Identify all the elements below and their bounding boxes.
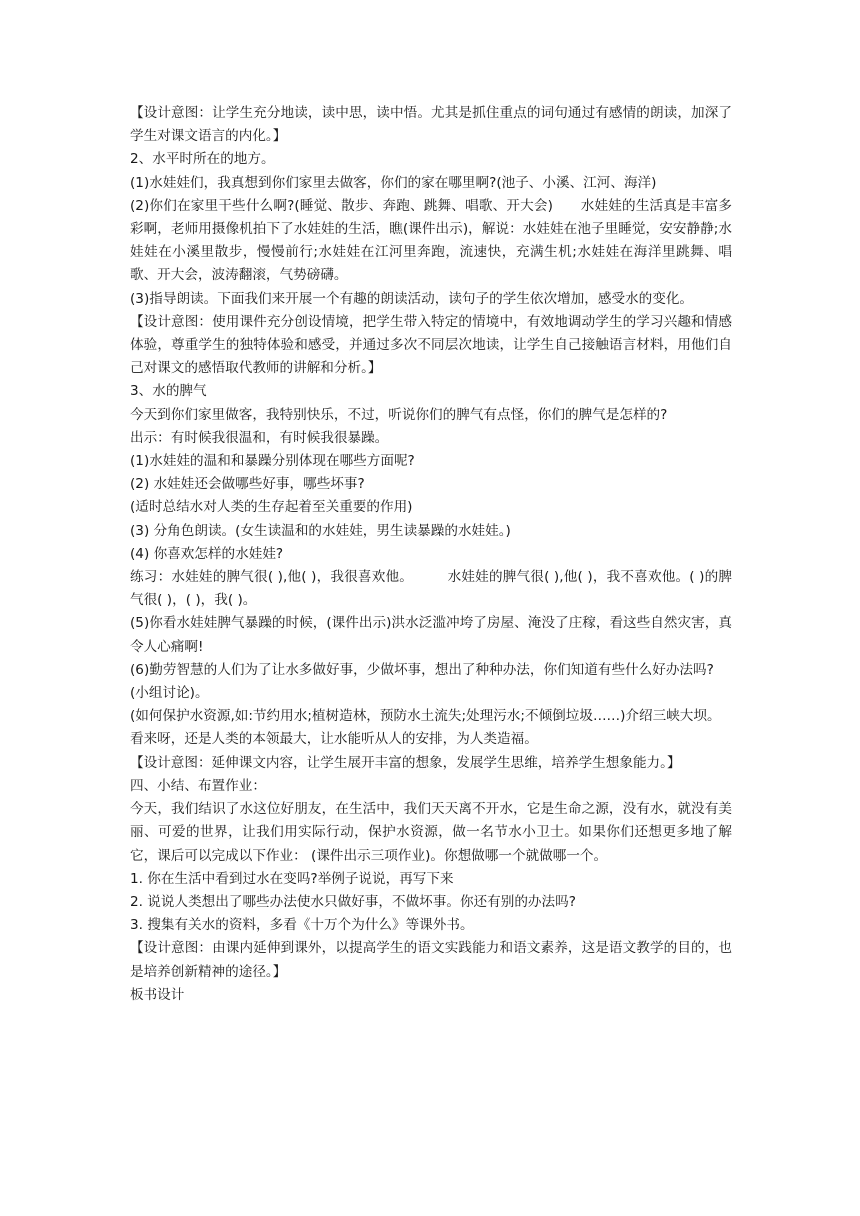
paragraph: (适时总结水对人类的生存起着至关重要的作用)	[130, 499, 413, 516]
design-intent-note: 【设计意图：由课内延伸到课外，以提高学生的语文实践能力和语文素养，这是语文教学的目的，也是培养创新精神的途径。】	[130, 940, 732, 980]
paragraph: (小组讨论)。	[130, 685, 209, 702]
design-intent-note: 【设计意图：延伸课文内容，让学生展开丰富的想象，发展学生思维，培养学生想象能力。】	[130, 754, 681, 771]
paragraph: (1)水娃娃们，我真想到你们家里去做客，你们的家在哪里啊?(池子、小溪、江河、海洋)	[130, 174, 657, 191]
design-intent-note: 【设计意图：使用课件充分创设情境，把学生带入特定的情境中，有效地调动学生的学习兴趣和情感体验，尊重学生的独特体验和感受，并通过多次不同层次地读，让学生自己接触语言材料，用他们自己对课文的感悟取代教师的讲解和分析。】	[130, 313, 732, 377]
paragraph: (2)你们在家里干些什么啊?(睡觉、散步、奔跑、跳舞、唱歌、开大会) 水娃娃的生活真是丰富多彩啊，老师用摄像机拍下了水娃娃的生活，瞧(课件出示)，解说：水娃娃在池子里睡觉，安安静静;水娃娃在小溪里散步，慢慢前行;水娃娃在江河里奔跑，流速快，充满生机;水娃娃在海洋里跳舞、唱歌、开大会，波涛翻滚，气势磅礴。	[130, 197, 732, 284]
paragraph: 今天，我们结识了水这位好朋友，在生活中，我们天天离不开水，它是生命之源，没有水，就没有美丽、可爱的世界，让我们用实际行动，保护水资源，做一名节水小卫士。如果你们还想更多地了解它，课后可以完成以下作业： (课件出示三项作业)。你想做哪一个就做哪一个。	[130, 801, 732, 864]
exercise-paragraph: 练习：水娃娃的脾气很( ),他( )，我很喜欢他。 水娃娃的脾气很( ),他( )，我不喜欢他。( )的脾气很( )，( )，我( )。	[130, 569, 732, 609]
paragraph: 今天到你们家里做客，我特别快乐，不过，听说你们的脾气有点怪，你们的脾气是怎样的?	[130, 406, 668, 423]
section-heading: 板书设计	[130, 986, 185, 1003]
paragraph: (2) 水娃娃还会做哪些好事，哪些坏事?	[130, 476, 365, 493]
homework-item: 2. 说说人类想出了哪些办法使水只做好事，不做坏事。你还有别的办法吗?	[130, 893, 576, 910]
design-intent-note: 【设计意图：让学生充分地读，读中思，读中悟。尤其是抓住重点的词句通过有感情的朗读，加深了学生对课文语言的内化。】	[130, 105, 732, 145]
section-heading: 2、水平时所在的地方。	[130, 151, 275, 168]
section-heading: 四、小结、布置作业：	[130, 777, 266, 794]
paragraph: (1)水娃娃的温和和暴躁分别体现在哪些方面呢?	[130, 453, 415, 470]
paragraph: 看来呀，还是人类的本领最大，让水能听从人的安排，为人类造福。	[130, 731, 538, 748]
paragraph: (4) 你喜欢怎样的水娃娃?	[130, 545, 284, 562]
paragraph: (5)你看水娃娃脾气暴躁的时候，(课件出示)洪水泛滥冲垮了房屋、淹没了庄稼，看这些自然灾害，真令人心痛啊!	[130, 615, 732, 655]
paragraph: (如何保护水资源,如:节约用水;植树造林，预防水土流失;处理污水;不倾倒垃圾……)介绍三峡大坝。	[130, 708, 721, 725]
paragraph: 出示：有时候我很温和，有时候我很暴躁。	[130, 429, 389, 446]
homework-item: 3. 搜集有关水的资料，多看《十万个为什么》等课外书。	[130, 917, 474, 934]
paragraph: (6)勤劳智慧的人们为了让水多做好事，少做坏事，想出了种种办法，你们知道有些什么好办法吗?	[130, 661, 714, 678]
paragraph: (3)指导朗读。下面我们来开展一个有趣的朗读活动，读句子的学生依次增加，感受水的变化。	[130, 290, 694, 307]
document-page	[130, 102, 732, 1007]
homework-item: 1. 你在生活中看到过水在变吗?举例子说说，再写下来	[130, 870, 454, 887]
section-heading: 3、水的脾气	[130, 383, 207, 400]
paragraph: (3) 分角色朗读。(女生读温和的水娃娃，男生读暴躁的水娃娃。)	[130, 522, 511, 539]
